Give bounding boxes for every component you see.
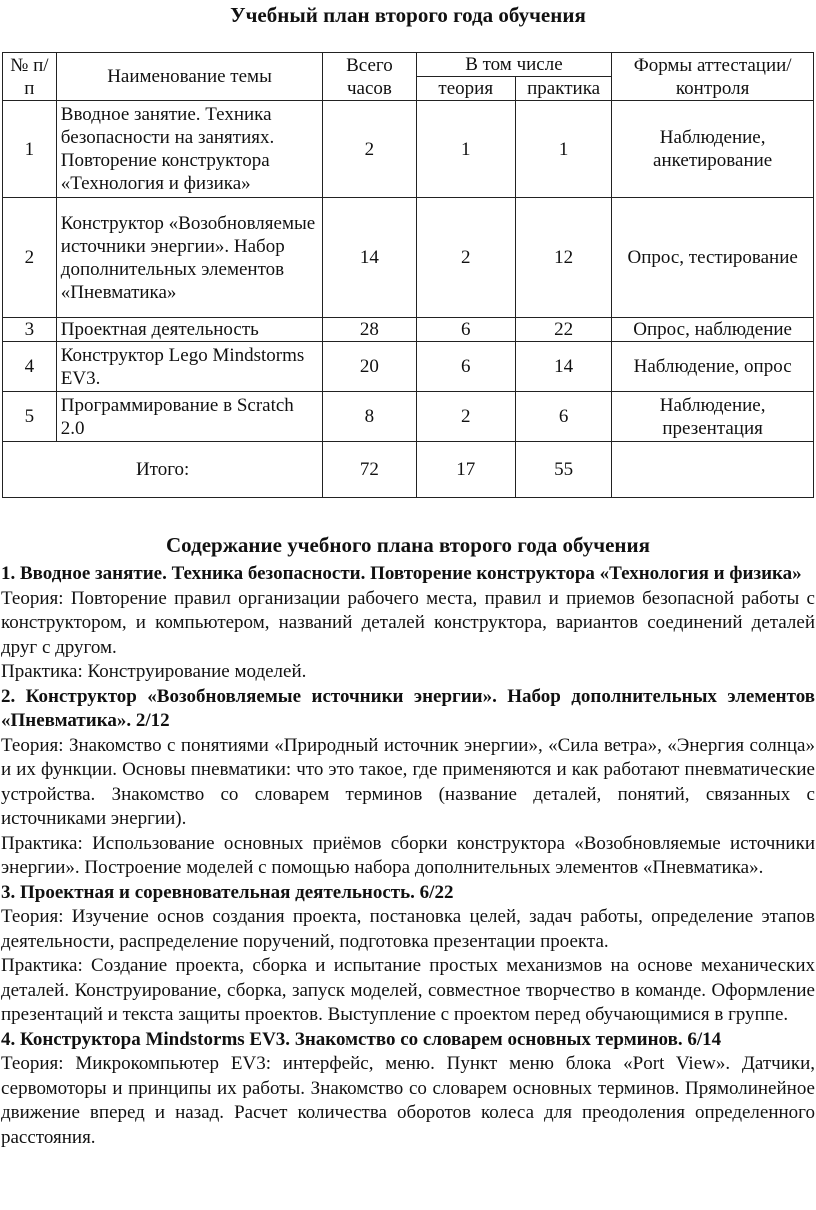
content-title: Содержание учебного плана второго года обучения [166,533,650,557]
table-row [3,101,814,198]
row-topic: Проектная деятельность [56,318,322,342]
row-topic: Конструктор Lego Mindstorms EV3. [56,342,322,392]
section-theory: Теория: Повторение правил организации рабочего места, правил и приемов безопасной работы с конструктором, и компьютером, названий деталей конструктора, вариантов соединений деталей друг с другом. [1,587,815,658]
row-theory: 6 [416,318,515,342]
table-row [3,392,814,442]
row-num: 3 [3,318,57,342]
section-heading: 1. Вводное занятие. Техника безопасности. Повторение конструктора «Технология и физика» [1,563,802,584]
header-num: № п/п [3,53,57,101]
row-topic: Конструктор «Возобновляемые источники энергии». Набор дополнительных элементов «Пневматика» [56,198,322,318]
row-num: 2 [3,198,57,318]
row-practice: 12 [515,198,611,318]
curriculum-table [2,52,814,498]
row-topic: Вводное занятие. Техника безопасности на занятиях. Повторение конструктора «Технология и физика» [56,101,322,198]
header-practice: практика [515,77,611,101]
row-form: Опрос, тестирование [612,198,814,318]
row-theory: 1 [416,101,515,198]
table-row [3,342,814,392]
row-theory: 2 [416,198,515,318]
row-practice: 14 [515,342,611,392]
row-num: 1 [3,101,57,198]
row-theory: 6 [416,342,515,392]
row-total: 2 [323,101,416,198]
header-theory: теория [416,77,515,101]
header-total: Всего часов [323,53,416,101]
header-including: В том числе [416,53,612,77]
row-total: 14 [323,198,416,318]
header-topic: Наименование темы [56,53,322,101]
row-total: 28 [323,318,416,342]
table-header-row [3,53,814,77]
section-practice: Практика: Создание проекта, сборка и испытание простых механизмов на основе механических деталей. Конструирование, сборка, запуск моделей, совместное творчество в команде. Оформление презентаций и текста защиты проектов. Выступление с проектом перед обучающимися в группе. [1,955,815,1025]
section-theory: Теория: Изучение основ создания проекта, постановка целей, задач работы, определение этапов деятельности, распределение поручений, подготовка презентации проекта. [1,906,815,952]
row-topic: Программирование в Scratch 2.0 [56,392,322,442]
section-theory: Теория: Знакомство с понятиями «Природный источник энергии», «Сила ветра», «Энергия солнца» и их функции. Основы пневматики: что это такое, где применяются и как работают пневматические устройства. Знакомство со словарем терминов (название деталей, понятий, связанных с источниками энергии). [1,734,815,829]
section-heading: 4. Конструктора Mindstorms EV3. Знакомство со словарем основных терминов. 6/14 [1,1028,722,1050]
row-form: Наблюдение, презентация [612,392,814,442]
row-practice: 1 [515,101,611,198]
row-total: 8 [323,392,416,442]
total-label: Итого: [3,442,323,498]
page-title: Учебный план второго года обучения [230,3,586,27]
row-num: 5 [3,392,57,442]
section-practice: Практика: Конструирование моделей. [1,661,307,682]
table-row [3,198,814,318]
content-body [1,562,815,1150]
total-practice: 55 [515,442,611,498]
total-hours: 72 [323,442,416,498]
row-form: Опрос, наблюдение [612,318,814,342]
header-forms: Формы аттестации/ контроля [612,53,814,101]
row-practice: 6 [515,392,611,442]
row-form: Наблюдение, опрос [612,342,814,392]
total-theory: 17 [416,442,515,498]
section-practice: Практика: Использование основных приёмов сборки конструктора «Возобновляемые источники энергии». Построение моделей с помощью набора дополнительных элементов «Пневматика». [1,832,815,878]
section-heading: 2. Конструктор «Возобновляемые источники энергии». Набор дополнительных элементов «Пневматика». 2/12 [1,685,815,731]
row-total: 20 [323,342,416,392]
row-form: Наблюдение, анкетирование [612,101,814,198]
row-num: 4 [3,342,57,392]
row-theory: 2 [416,392,515,442]
table-row [3,318,814,342]
section-heading: 3. Проектная и соревновательная деятельность. 6/22 [1,881,454,903]
total-form-empty [612,442,814,498]
table-total-row [3,442,814,498]
section-theory: Теория: Микрокомпьютер EV3: интерфейс, меню. Пункт меню блока «Port View». Датчики, сервомоторы и принципы их работы. Знакомство со словарем основных терминов. Прямолинейное движение вперед и назад. Расчет количества оборотов колеса для преодоления определенного расстояния. [1,1053,815,1148]
row-practice: 22 [515,318,611,342]
